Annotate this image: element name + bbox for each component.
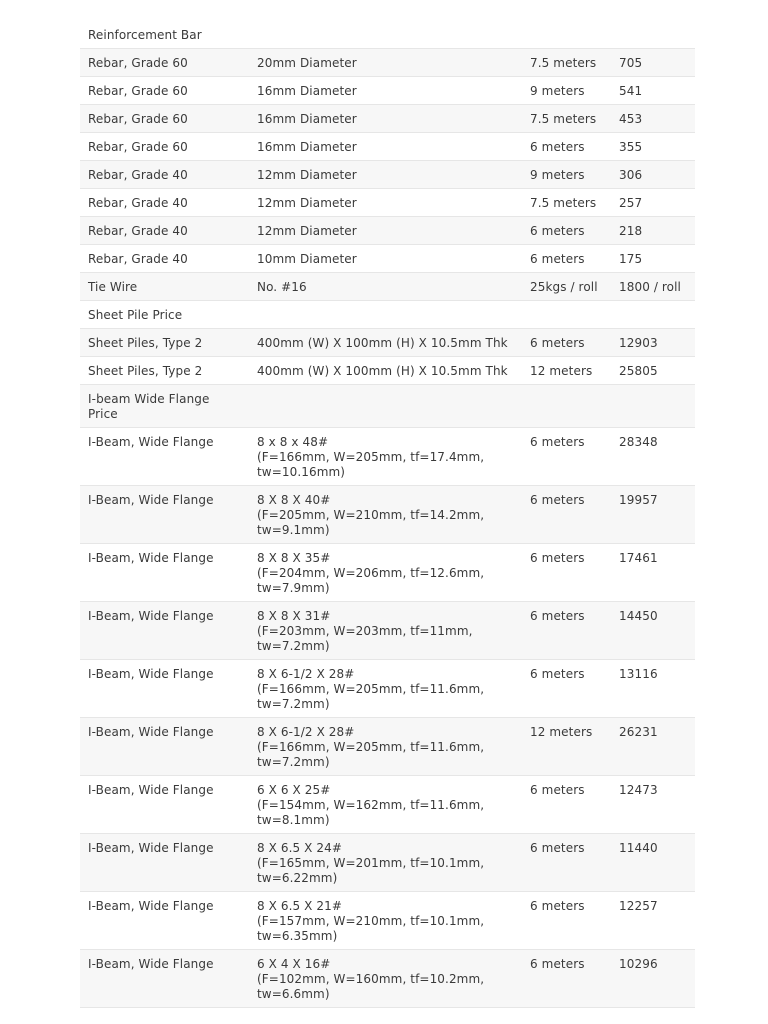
specification-line: 8 X 6.5 X 24# <box>257 841 343 855</box>
specification-line: 6 X 6 X 25# <box>257 783 331 797</box>
price-cell: 218 <box>611 217 695 245</box>
specification-cell <box>249 892 522 950</box>
price-cell: 12903 <box>611 329 695 357</box>
price-table-body <box>80 21 695 1008</box>
specification-cell <box>249 834 522 892</box>
specification-line: 8 X 8 X 40# <box>257 493 331 507</box>
length-cell: 6 meters <box>522 544 611 602</box>
table-row <box>80 776 695 834</box>
empty-cell <box>522 301 611 329</box>
price-cell: 705 <box>611 49 695 77</box>
table-row <box>80 273 695 301</box>
length-cell: 6 meters <box>522 133 611 161</box>
length-cell: 12 meters <box>522 357 611 385</box>
table-row <box>80 892 695 950</box>
section-title: Reinforcement Bar <box>80 21 249 49</box>
length-cell: 6 meters <box>522 834 611 892</box>
section-header-row <box>80 301 695 329</box>
specification-line: tw=7.2mm) <box>257 639 330 653</box>
price-cell: 175 <box>611 245 695 273</box>
length-cell: 6 meters <box>522 217 611 245</box>
length-cell: 9 meters <box>522 77 611 105</box>
item-name-cell: Rebar, Grade 60 <box>80 133 249 161</box>
item-name-cell: Sheet Piles, Type 2 <box>80 357 249 385</box>
specification-line: 6 X 4 X 16# <box>257 957 331 971</box>
price-cell: 25805 <box>611 357 695 385</box>
specification-line: 8 X 6-1/2 X 28# <box>257 725 355 739</box>
price-cell: 541 <box>611 77 695 105</box>
item-name-cell: Rebar, Grade 40 <box>80 161 249 189</box>
empty-cell <box>522 21 611 49</box>
table-row <box>80 77 695 105</box>
specification-cell <box>249 486 522 544</box>
length-cell: 9 meters <box>522 161 611 189</box>
specification-line: (F=203mm, W=203mm, tf=11mm, <box>257 624 473 638</box>
item-name-cell: Rebar, Grade 40 <box>80 189 249 217</box>
price-cell: 17461 <box>611 544 695 602</box>
item-name-cell: I-Beam, Wide Flange <box>80 660 249 718</box>
specification-line: (F=166mm, W=205mm, tf=11.6mm, <box>257 682 485 696</box>
empty-cell <box>611 385 695 428</box>
length-cell: 6 meters <box>522 486 611 544</box>
item-name-cell: I-Beam, Wide Flange <box>80 544 249 602</box>
item-name-cell: I-Beam, Wide Flange <box>80 718 249 776</box>
price-cell: 453 <box>611 105 695 133</box>
length-cell: 6 meters <box>522 660 611 718</box>
specification-cell: No. #16 <box>249 273 522 301</box>
price-table <box>80 21 695 1008</box>
table-row <box>80 217 695 245</box>
empty-cell <box>611 301 695 329</box>
specification-cell <box>249 660 522 718</box>
length-cell: 12 meters <box>522 718 611 776</box>
specification-line: (F=154mm, W=162mm, tf=11.6mm, <box>257 798 485 812</box>
table-row <box>80 189 695 217</box>
empty-cell <box>249 21 522 49</box>
length-cell: 6 meters <box>522 950 611 1008</box>
table-row <box>80 357 695 385</box>
specification-cell: 12mm Diameter <box>249 189 522 217</box>
item-name-cell: I-Beam, Wide Flange <box>80 892 249 950</box>
price-cell: 12257 <box>611 892 695 950</box>
table-row <box>80 428 695 486</box>
specification-cell <box>249 428 522 486</box>
item-name-cell: I-Beam, Wide Flange <box>80 486 249 544</box>
specification-line: 8 X 8 X 35# <box>257 551 331 565</box>
length-cell: 7.5 meters <box>522 105 611 133</box>
specification-line: tw=6.35mm) <box>257 929 338 943</box>
table-row <box>80 133 695 161</box>
item-name-cell: I-Beam, Wide Flange <box>80 950 249 1008</box>
table-row <box>80 660 695 718</box>
specification-line: tw=6.6mm) <box>257 987 330 1001</box>
length-cell: 6 meters <box>522 892 611 950</box>
table-row <box>80 602 695 660</box>
specification-line: 8 X 8 X 31# <box>257 609 331 623</box>
specification-line: 8 x 8 x 48# <box>257 435 329 449</box>
specification-line: (F=166mm, W=205mm, tf=11.6mm, <box>257 740 485 754</box>
specification-line: (F=166mm, W=205mm, tf=17.4mm, <box>257 450 485 464</box>
item-name-cell: Rebar, Grade 60 <box>80 49 249 77</box>
specification-cell: 16mm Diameter <box>249 105 522 133</box>
length-cell: 6 meters <box>522 428 611 486</box>
table-row <box>80 105 695 133</box>
price-cell: 306 <box>611 161 695 189</box>
price-cell: 28348 <box>611 428 695 486</box>
specification-line: tw=7.2mm) <box>257 697 330 711</box>
item-name-cell: I-Beam, Wide Flange <box>80 834 249 892</box>
specification-line: 8 X 6.5 X 21# <box>257 899 343 913</box>
specification-cell <box>249 602 522 660</box>
price-cell: 1800 / roll <box>611 273 695 301</box>
empty-cell <box>249 301 522 329</box>
section-header-row <box>80 21 695 49</box>
length-cell: 7.5 meters <box>522 189 611 217</box>
item-name-cell: Rebar, Grade 40 <box>80 217 249 245</box>
price-cell: 14450 <box>611 602 695 660</box>
table-row <box>80 544 695 602</box>
table-row <box>80 329 695 357</box>
price-cell: 11440 <box>611 834 695 892</box>
length-cell: 7.5 meters <box>522 49 611 77</box>
section-title: Sheet Pile Price <box>80 301 249 329</box>
specification-cell <box>249 718 522 776</box>
specification-cell <box>249 776 522 834</box>
specification-cell: 400mm (W) X 100mm (H) X 10.5mm Thk <box>249 357 522 385</box>
specification-line: (F=205mm, W=210mm, tf=14.2mm, <box>257 508 485 522</box>
specification-cell: 16mm Diameter <box>249 77 522 105</box>
specification-line: tw=10.16mm) <box>257 465 346 479</box>
specification-line: (F=204mm, W=206mm, tf=12.6mm, <box>257 566 485 580</box>
section-title: I-beam Wide Flange Price <box>80 385 249 428</box>
specification-line: tw=7.9mm) <box>257 581 330 595</box>
price-cell: 13116 <box>611 660 695 718</box>
length-cell: 6 meters <box>522 602 611 660</box>
specification-line: tw=8.1mm) <box>257 813 330 827</box>
table-row <box>80 245 695 273</box>
specification-line: tw=7.2mm) <box>257 755 330 769</box>
table-row <box>80 834 695 892</box>
empty-cell <box>249 385 522 428</box>
table-row <box>80 718 695 776</box>
item-name-cell: Rebar, Grade 60 <box>80 77 249 105</box>
length-cell: 25kgs / roll <box>522 273 611 301</box>
specification-line: tw=6.22mm) <box>257 871 338 885</box>
specification-line: 8 X 6-1/2 X 28# <box>257 667 355 681</box>
empty-cell <box>522 385 611 428</box>
length-cell: 6 meters <box>522 245 611 273</box>
specification-line: (F=165mm, W=201mm, tf=10.1mm, <box>257 856 485 870</box>
item-name-cell: Rebar, Grade 60 <box>80 105 249 133</box>
specification-cell: 400mm (W) X 100mm (H) X 10.5mm Thk <box>249 329 522 357</box>
table-row <box>80 161 695 189</box>
specification-line: (F=102mm, W=160mm, tf=10.2mm, <box>257 972 485 986</box>
specification-cell <box>249 544 522 602</box>
length-cell: 6 meters <box>522 329 611 357</box>
specification-cell <box>249 950 522 1008</box>
specification-line: tw=9.1mm) <box>257 523 330 537</box>
price-cell: 19957 <box>611 486 695 544</box>
price-cell: 257 <box>611 189 695 217</box>
specification-line: (F=157mm, W=210mm, tf=10.1mm, <box>257 914 485 928</box>
item-name-cell: Tie Wire <box>80 273 249 301</box>
price-table-container <box>80 21 695 1008</box>
specification-cell: 16mm Diameter <box>249 133 522 161</box>
price-cell: 355 <box>611 133 695 161</box>
item-name-cell: I-Beam, Wide Flange <box>80 776 249 834</box>
item-name-cell: Rebar, Grade 40 <box>80 245 249 273</box>
length-cell: 6 meters <box>522 776 611 834</box>
section-header-row <box>80 385 695 428</box>
price-cell: 10296 <box>611 950 695 1008</box>
price-cell: 26231 <box>611 718 695 776</box>
table-row <box>80 49 695 77</box>
table-row <box>80 486 695 544</box>
item-name-cell: I-Beam, Wide Flange <box>80 602 249 660</box>
specification-cell: 12mm Diameter <box>249 217 522 245</box>
specification-cell: 20mm Diameter <box>249 49 522 77</box>
item-name-cell: Sheet Piles, Type 2 <box>80 329 249 357</box>
specification-cell: 12mm Diameter <box>249 161 522 189</box>
price-cell: 12473 <box>611 776 695 834</box>
table-row <box>80 950 695 1008</box>
empty-cell <box>611 21 695 49</box>
item-name-cell: I-Beam, Wide Flange <box>80 428 249 486</box>
specification-cell: 10mm Diameter <box>249 245 522 273</box>
